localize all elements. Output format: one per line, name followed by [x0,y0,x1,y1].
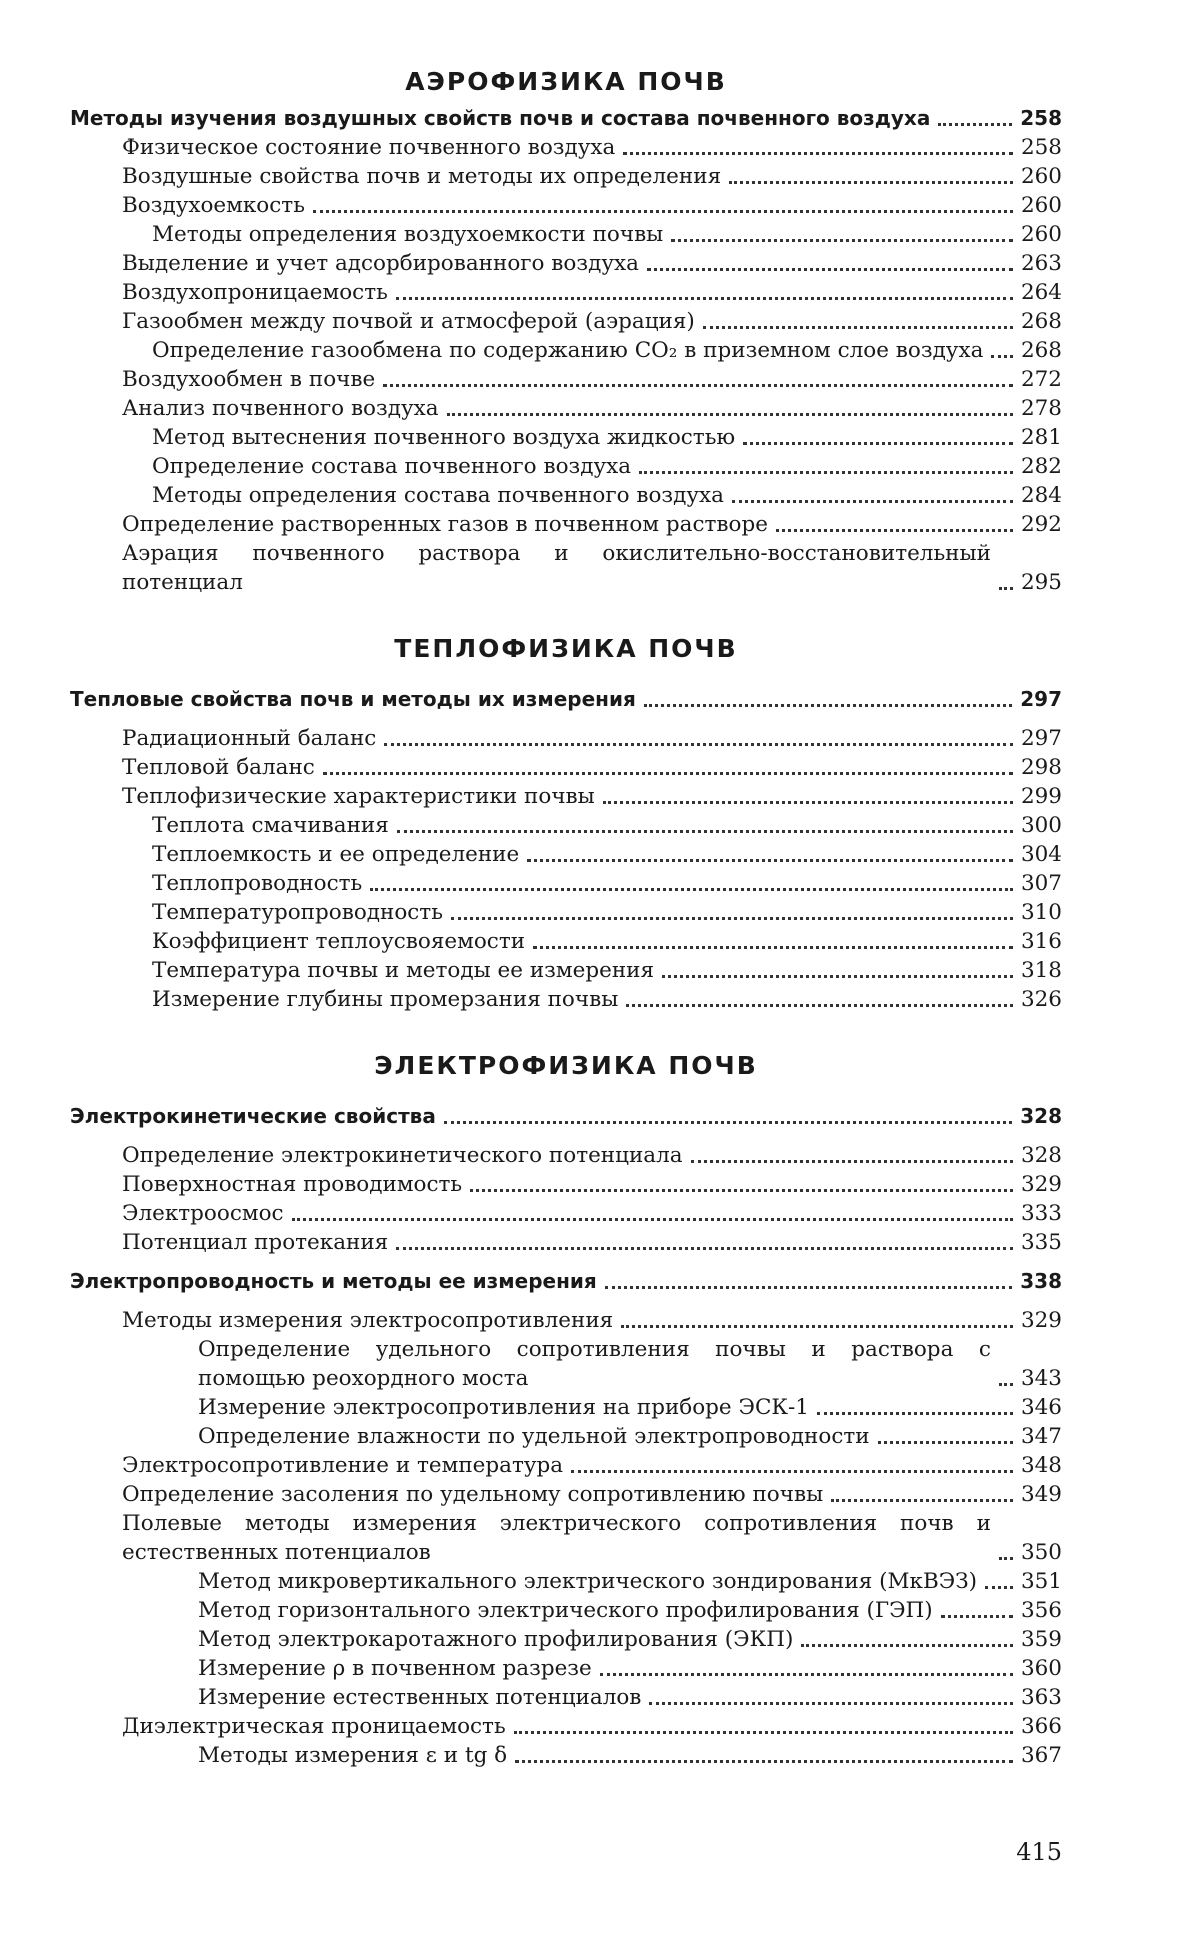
toc-entry-title: Тепловые свойства почв и методы их измерения [70,687,636,711]
toc-entry[interactable] [70,104,1062,133]
section-title: ТЕПЛОФИЗИКА ПОЧВ [394,634,738,663]
dot-leader [649,1702,1013,1705]
toc-entry-title: Определение газообмена по содержанию CO₂ в приземном слое воздуха [152,338,984,363]
toc-entry-page: 333 [1020,1201,1062,1226]
toc-entry-title: Температура почвы и методы ее измерения [152,958,655,983]
dot-leader [621,1325,1013,1328]
toc-entry[interactable] [152,985,1062,1014]
dot-leader [383,384,1013,387]
dot-leader [605,1286,1012,1289]
section-title: АЭРОФИЗИКА ПОЧВ [405,67,727,96]
toc-entry[interactable] [152,452,1062,481]
toc-entry-page: 264 [1020,280,1062,305]
toc-entry-title: Тепловой баланс [122,755,315,780]
dot-leader [691,1160,1013,1163]
toc-entry-title: Определение влажности по удельной электропроводности [198,1424,870,1449]
dot-leader [384,743,1013,746]
toc-entry[interactable] [198,1393,1062,1422]
toc-entry-title: Теплопроводность [152,871,363,896]
toc-entry-title: Электропроводность и методы ее измерения [70,1269,597,1293]
toc-entry[interactable] [122,1712,1062,1741]
title-gap [70,671,1062,685]
group-gap [70,1131,1062,1141]
toc-section-list [70,1102,1062,1770]
dot-leader [985,1586,1013,1589]
toc-entry-page: 260 [1020,193,1062,218]
dot-leader [603,801,1013,804]
toc-entry-title: Диэлектрическая проницаемость [122,1714,506,1739]
toc-entry-title: Физическое состояние почвенного воздуха [122,135,616,160]
toc-entry[interactable] [122,1170,1062,1199]
toc-entry-title: Радиационный баланс [122,726,377,751]
toc-entry-title: Поверхностная проводимость [122,1172,463,1197]
toc-entry-title: Измерение естественных потенциалов [198,1685,642,1710]
toc-entry[interactable] [70,685,1062,714]
toc-entry-page: 346 [1020,1395,1062,1420]
dot-leader [571,1470,1013,1473]
page-number: 415 [1016,1838,1062,1866]
toc-entry-page: 299 [1020,784,1062,809]
toc-entry-title: Метод вытеснения почвенного воздуха жидкостью [152,425,736,450]
toc-entry[interactable] [152,869,1062,898]
toc-entry-page: 300 [1020,813,1062,838]
toc-entry-title: Электрокинетические свойства [70,1104,436,1128]
dot-leader [938,123,1012,126]
toc-entry[interactable] [122,1509,1062,1567]
toc-entry-page: 263 [1020,251,1062,276]
toc-entry-title: Воздухообмен в почве [122,367,376,392]
toc-entry-page: 360 [1020,1656,1062,1681]
toc-entry-title: Анализ почвенного воздуха [122,396,439,421]
toc-entry-page: 298 [1020,755,1062,780]
toc-section-list [70,104,1062,597]
dot-leader [370,888,1013,891]
toc-entry[interactable] [198,1567,1062,1596]
toc-entry-page: 316 [1020,929,1062,954]
toc-entry-page: 329 [1020,1308,1062,1333]
toc-entry-page: 343 [1020,1366,1062,1391]
toc-entry-page: 260 [1020,164,1062,189]
toc-entry-page: 363 [1020,1685,1062,1710]
toc-entry-title: Воздухопроницаемость [122,280,388,305]
toc-entry-page: 278 [1020,396,1062,421]
toc-entry[interactable] [198,1654,1062,1683]
dot-leader [941,1615,1013,1618]
dot-leader [662,975,1013,978]
toc-entry-title: Выделение и учет адсорбированного воздуха [122,251,639,276]
dot-leader [644,704,1012,707]
toc-entry-page: 328 [1020,1104,1062,1128]
toc-entry[interactable] [152,336,1062,365]
dot-leader [514,1731,1013,1734]
toc-entry-title: Электроосмос [122,1201,284,1226]
toc-entry[interactable] [122,162,1062,191]
toc-entry-title: Измерение глубины промерзания почвы [152,987,619,1012]
toc-entry[interactable] [198,1422,1062,1451]
toc-entry-title: Теплоемкость и ее определение [152,842,520,867]
toc-entry-title: Метод микровертикального электрического зондирования (МкВЭЗ) [198,1569,977,1594]
toc-entry-title: Определение засоления по удельному сопротивлению почвы [122,1482,824,1507]
toc-entry-title: Методы измерения электросопротивления [122,1308,614,1333]
toc-entry-page: 304 [1020,842,1062,867]
toc-entry-page: 310 [1020,900,1062,925]
toc-entry-page: 292 [1020,512,1062,537]
dot-leader [999,1383,1013,1386]
toc-entry[interactable] [122,249,1062,278]
toc-entry[interactable] [70,1102,1062,1131]
toc-entry[interactable] [198,1625,1062,1654]
toc-entry[interactable] [152,220,1062,249]
toc-entry-title: Измерение электросопротивления на приборе ЭСК-1 [198,1395,809,1420]
toc-entry-title: Потенциал протекания [122,1230,389,1255]
toc-entry-page: 349 [1020,1482,1062,1507]
toc-entry-title: Методы определения состава почвенного воздуха [152,483,724,508]
toc-entry[interactable] [152,481,1062,510]
dot-leader [991,355,1013,358]
toc-entry-title: Газообмен между почвой и атмосферой (аэрация) [122,309,695,334]
dot-leader [527,859,1013,862]
toc-entry[interactable] [152,927,1062,956]
toc-entry-page: 351 [1020,1569,1062,1594]
toc-entry-page: 268 [1020,309,1062,334]
dot-leader [647,268,1013,271]
toc-entry-title: Аэрация почвенного раствора и окислительно-восстановительный потенциал [122,541,991,595]
toc-entry-page: 366 [1020,1714,1062,1739]
toc-entry-page: 297 [1020,726,1062,751]
toc-entry[interactable] [122,278,1062,307]
toc-entry-title: Теплофизические характеристики почвы [122,784,595,809]
dot-leader [451,917,1013,920]
group-gap [70,714,1062,724]
toc-entry-page: 338 [1020,1269,1062,1293]
group-gap [70,1296,1062,1306]
toc-entry-page: 268 [1020,338,1062,363]
dot-leader [743,442,1013,445]
toc-entry[interactable] [152,956,1062,985]
toc-entry[interactable] [152,840,1062,869]
dot-leader [323,772,1013,775]
section-title: ЭЛЕКТРОФИЗИКА ПОЧВ [374,1051,758,1080]
dot-leader [626,1004,1013,1007]
toc-entry[interactable] [70,1267,1062,1296]
section-gap [70,1014,1062,1044]
dot-leader [623,152,1013,155]
group-gap [70,1257,1062,1267]
dot-leader [396,297,1013,300]
toc-entry[interactable] [122,724,1062,753]
toc-entry-page: 282 [1020,454,1062,479]
toc-entry-title: Методы изучения воздушных свойств почв и состава почвенного воздуха [70,106,931,130]
dot-leader [999,587,1013,590]
dot-leader [817,1412,1013,1415]
toc-entry-title: Воздухоемкость [122,193,305,218]
dot-leader [732,500,1013,503]
dot-leader [600,1673,1013,1676]
dot-leader [999,1557,1013,1560]
toc-entry-title: Электросопротивление и температура [122,1453,564,1478]
title-gap [70,1088,1062,1102]
toc-entry[interactable] [122,510,1062,539]
dot-leader [292,1218,1013,1221]
toc-entry-page: 356 [1020,1598,1062,1623]
toc-entry[interactable] [198,1741,1062,1770]
toc-entry[interactable] [122,307,1062,336]
dot-leader [729,181,1013,184]
toc-entry[interactable] [152,423,1062,452]
toc-entry-title: Полевые методы измерения электрического сопротивления почв и естественных потенциалов [122,1511,991,1565]
toc-entry-title: Температуропроводность [152,900,443,925]
toc-entry-page: 335 [1020,1230,1062,1255]
toc-entry-page: 329 [1020,1172,1062,1197]
toc-entry-page: 328 [1020,1143,1062,1168]
toc-entry-page: 350 [1020,1540,1062,1565]
toc-entry-page: 258 [1020,106,1062,130]
dot-leader [801,1644,1013,1647]
dot-leader [533,946,1013,949]
toc-entry-title: Методы измерения ε и tg δ [198,1743,508,1768]
toc-entry[interactable] [122,394,1062,423]
toc-entry-page: 295 [1020,570,1062,595]
dot-leader [703,326,1013,329]
toc-entry[interactable] [122,1141,1062,1170]
toc-entry-title: Определение состава почвенного воздуха [152,454,632,479]
toc-entry[interactable] [122,365,1062,394]
toc-entry-page: 359 [1020,1627,1062,1652]
toc-entry-page: 347 [1020,1424,1062,1449]
toc-entry-page: 326 [1020,987,1062,1012]
section-gap [70,597,1062,627]
toc-entry[interactable] [152,811,1062,840]
toc-entry[interactable] [122,1228,1062,1257]
toc-entry-page: 348 [1020,1453,1062,1478]
toc-entry-title: Теплота смачивания [152,813,389,838]
toc-entry-page: 318 [1020,958,1062,983]
toc-entry[interactable] [122,782,1062,811]
toc-entry[interactable] [122,1480,1062,1509]
toc-entry[interactable] [122,539,1062,597]
toc-entry-page: 297 [1020,687,1062,711]
dot-leader [639,471,1013,474]
toc-entry-title: Воздушные свойства почв и методы их определения [122,164,722,189]
toc-entry[interactable] [198,1683,1062,1712]
toc-entry-title: Метод электрокаротажного профилирования (ЭКП) [198,1627,794,1652]
dot-leader [444,1121,1012,1124]
toc-entry-page: 260 [1020,222,1062,247]
toc-entry-title: Методы определения воздухоемкости почвы [152,222,664,247]
toc-entry-title: Измерение ρ в почвенном разрезе [198,1656,592,1681]
dot-leader [776,529,1013,532]
dot-leader [515,1760,1013,1763]
dot-leader [447,413,1013,416]
toc-entry-page: 367 [1020,1743,1062,1768]
toc-entry[interactable] [122,1306,1062,1335]
toc-entry-page: 281 [1020,425,1062,450]
toc-entry[interactable] [122,753,1062,782]
toc-entry[interactable] [152,898,1062,927]
dot-leader [470,1189,1013,1192]
toc-entry-title: Определение растворенных газов в почвенном растворе [122,512,768,537]
toc-entry[interactable] [198,1596,1062,1625]
toc-entry-page: 272 [1020,367,1062,392]
dot-leader [313,210,1013,213]
dot-leader [396,1247,1013,1250]
toc-entry-page: 284 [1020,483,1062,508]
toc-entry-page: 307 [1020,871,1062,896]
toc-entry[interactable] [122,133,1062,162]
toc-entry[interactable] [122,1199,1062,1228]
toc-entry[interactable] [122,1451,1062,1480]
toc-entry-page: 258 [1020,135,1062,160]
toc-entry-title: Определение электрокинетического потенциала [122,1143,683,1168]
dot-leader [671,239,1013,242]
toc-entry[interactable] [198,1335,1062,1393]
toc-section-list [70,685,1062,1014]
dot-leader [878,1441,1013,1444]
dot-leader [831,1499,1013,1502]
table-of-contents [70,60,1062,1770]
toc-entry[interactable] [122,191,1062,220]
dot-leader [397,830,1013,833]
toc-entry-title: Коэффициент теплоусвояемости [152,929,526,954]
toc-entry-title: Определение удельного сопротивления почвы и раствора с помощью реохордного моста [198,1337,991,1391]
toc-entry-title: Метод горизонтального электрического профилирования (ГЭП) [198,1598,933,1623]
